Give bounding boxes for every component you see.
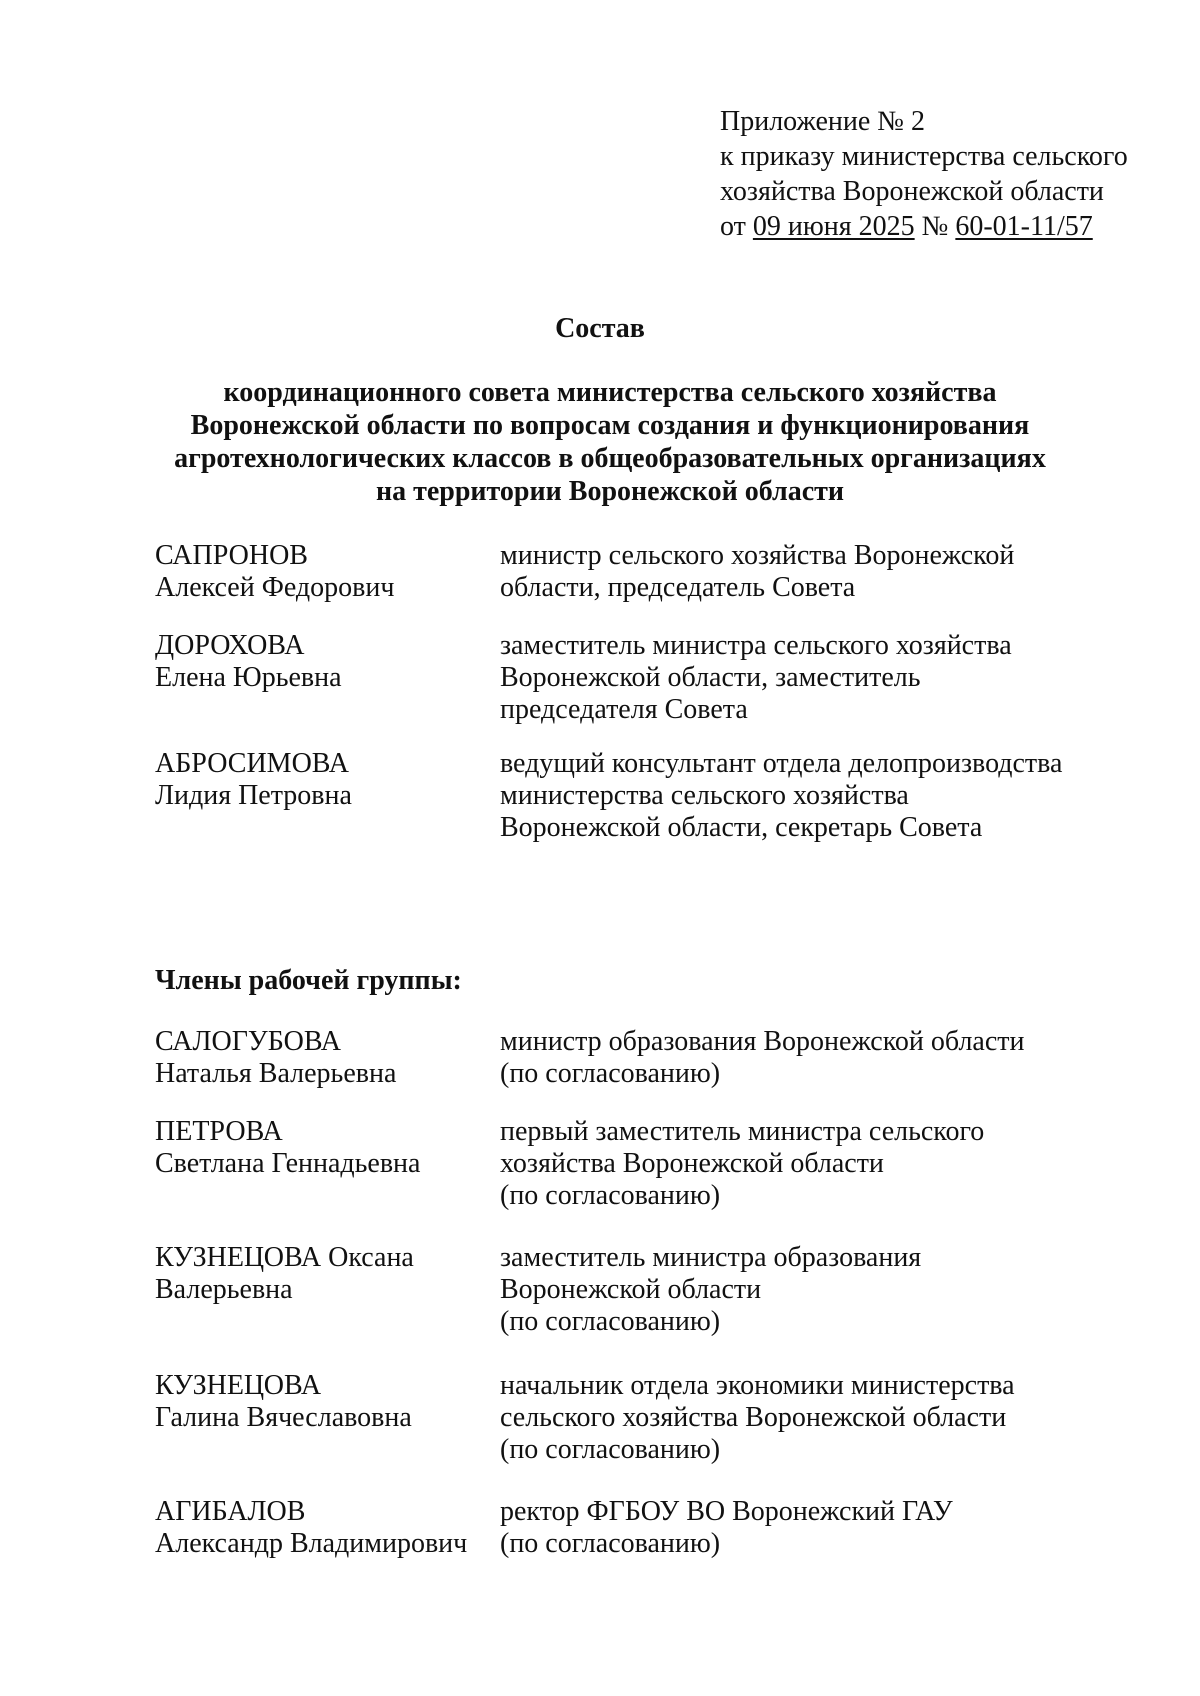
role-line: министр сельского хозяйства Воронежской	[500, 540, 1015, 571]
given-name: Валерьевна	[155, 1274, 293, 1305]
given-name: Светлана Геннадьевна	[155, 1148, 421, 1179]
person-role	[500, 1370, 1150, 1466]
person-role	[500, 1026, 1150, 1090]
given-name: Елена Юрьевна	[155, 662, 342, 693]
person-name	[155, 1116, 490, 1180]
appendix-order-number: 60-01-11/57	[955, 211, 1093, 242]
person-name	[155, 1496, 490, 1560]
person-name	[155, 630, 490, 694]
appendix-order-ref: к приказу министерства сельского	[720, 141, 1128, 172]
subtitle-line: агротехнологических классов в общеобразовательных организациях	[174, 443, 1046, 474]
person-name	[155, 540, 490, 604]
person-name	[155, 1242, 490, 1306]
surname: АГИБАЛОВ	[155, 1496, 306, 1527]
subtitle-line: Воронежской области по вопросам создания и функционирования	[190, 410, 1030, 441]
role-line: министр образования Воронежской области	[500, 1026, 1025, 1057]
surname: ДОРОХОВА	[155, 630, 305, 661]
given-name: Александр Владимирович	[155, 1528, 468, 1559]
surname: ПЕТРОВА	[155, 1116, 283, 1147]
role-line: (по согласованию)	[500, 1528, 721, 1559]
person-name	[155, 1026, 490, 1090]
role-line: заместитель министра сельского хозяйства	[500, 630, 1012, 661]
person-role	[500, 1496, 1150, 1560]
role-line: Воронежской области, заместитель	[500, 662, 921, 693]
role-line: первый заместитель министра сельского	[500, 1116, 985, 1147]
subtitle-line: на территории Воронежской области	[375, 476, 845, 507]
role-line: заместитель министра образования	[500, 1242, 922, 1273]
surname: КУЗНЕЦОВА Оксана	[155, 1242, 414, 1273]
appendix-number: Приложение № 2	[720, 106, 925, 137]
given-name: Алексей Федорович	[155, 572, 395, 603]
given-name: Наталья Валерьевна	[155, 1058, 397, 1089]
person-role	[500, 630, 1150, 726]
document-subtitle	[150, 376, 1070, 508]
document-title: Состав	[555, 313, 645, 344]
person-role	[500, 1116, 1150, 1212]
role-line: (по согласованию)	[500, 1434, 721, 1465]
role-line: Воронежской области, секретарь Совета	[500, 812, 983, 843]
surname: САЛОГУБОВА	[155, 1026, 341, 1057]
role-line: (по согласованию)	[500, 1306, 721, 1337]
appendix-header	[720, 104, 1180, 244]
person-name	[155, 748, 490, 812]
role-line: начальник отдела экономики министерства	[500, 1370, 1015, 1401]
appendix-ministry: хозяйства Воронежской области	[720, 176, 1104, 207]
person-name	[155, 1370, 490, 1434]
role-line: Воронежской области	[500, 1274, 762, 1305]
role-line: области, председатель Совета	[500, 572, 856, 603]
role-line: председателя Совета	[500, 694, 748, 725]
person-role	[500, 748, 1150, 844]
members-heading: Члены рабочей группы:	[155, 965, 462, 996]
given-name: Галина Вячеславовна	[155, 1402, 412, 1433]
person-role	[500, 540, 1150, 604]
role-line: ведущий консультант отдела делопроизводства	[500, 748, 1063, 779]
role-line: министерства сельского хозяйства	[500, 780, 909, 811]
subtitle-line: координационного совета министерства сельского хозяйства	[223, 377, 997, 408]
surname: АБРОСИМОВА	[155, 748, 349, 779]
role-line: ректор ФГБОУ ВО Воронежский ГАУ	[500, 1496, 953, 1527]
appendix-from: от	[720, 211, 746, 242]
appendix-number-sign: №	[921, 211, 949, 242]
surname: САПРОНОВ	[155, 540, 308, 571]
role-line: (по согласованию)	[500, 1058, 721, 1089]
role-line: (по согласованию)	[500, 1180, 721, 1211]
given-name: Лидия Петровна	[155, 780, 352, 811]
appendix-date-line	[720, 209, 1180, 244]
appendix-date: 09 июня 2025	[752, 211, 915, 242]
role-line: сельского хозяйства Воронежской области	[500, 1402, 1007, 1433]
role-line: хозяйства Воронежской области	[500, 1148, 884, 1179]
person-role	[500, 1242, 1150, 1338]
surname: КУЗНЕЦОВА	[155, 1370, 322, 1401]
